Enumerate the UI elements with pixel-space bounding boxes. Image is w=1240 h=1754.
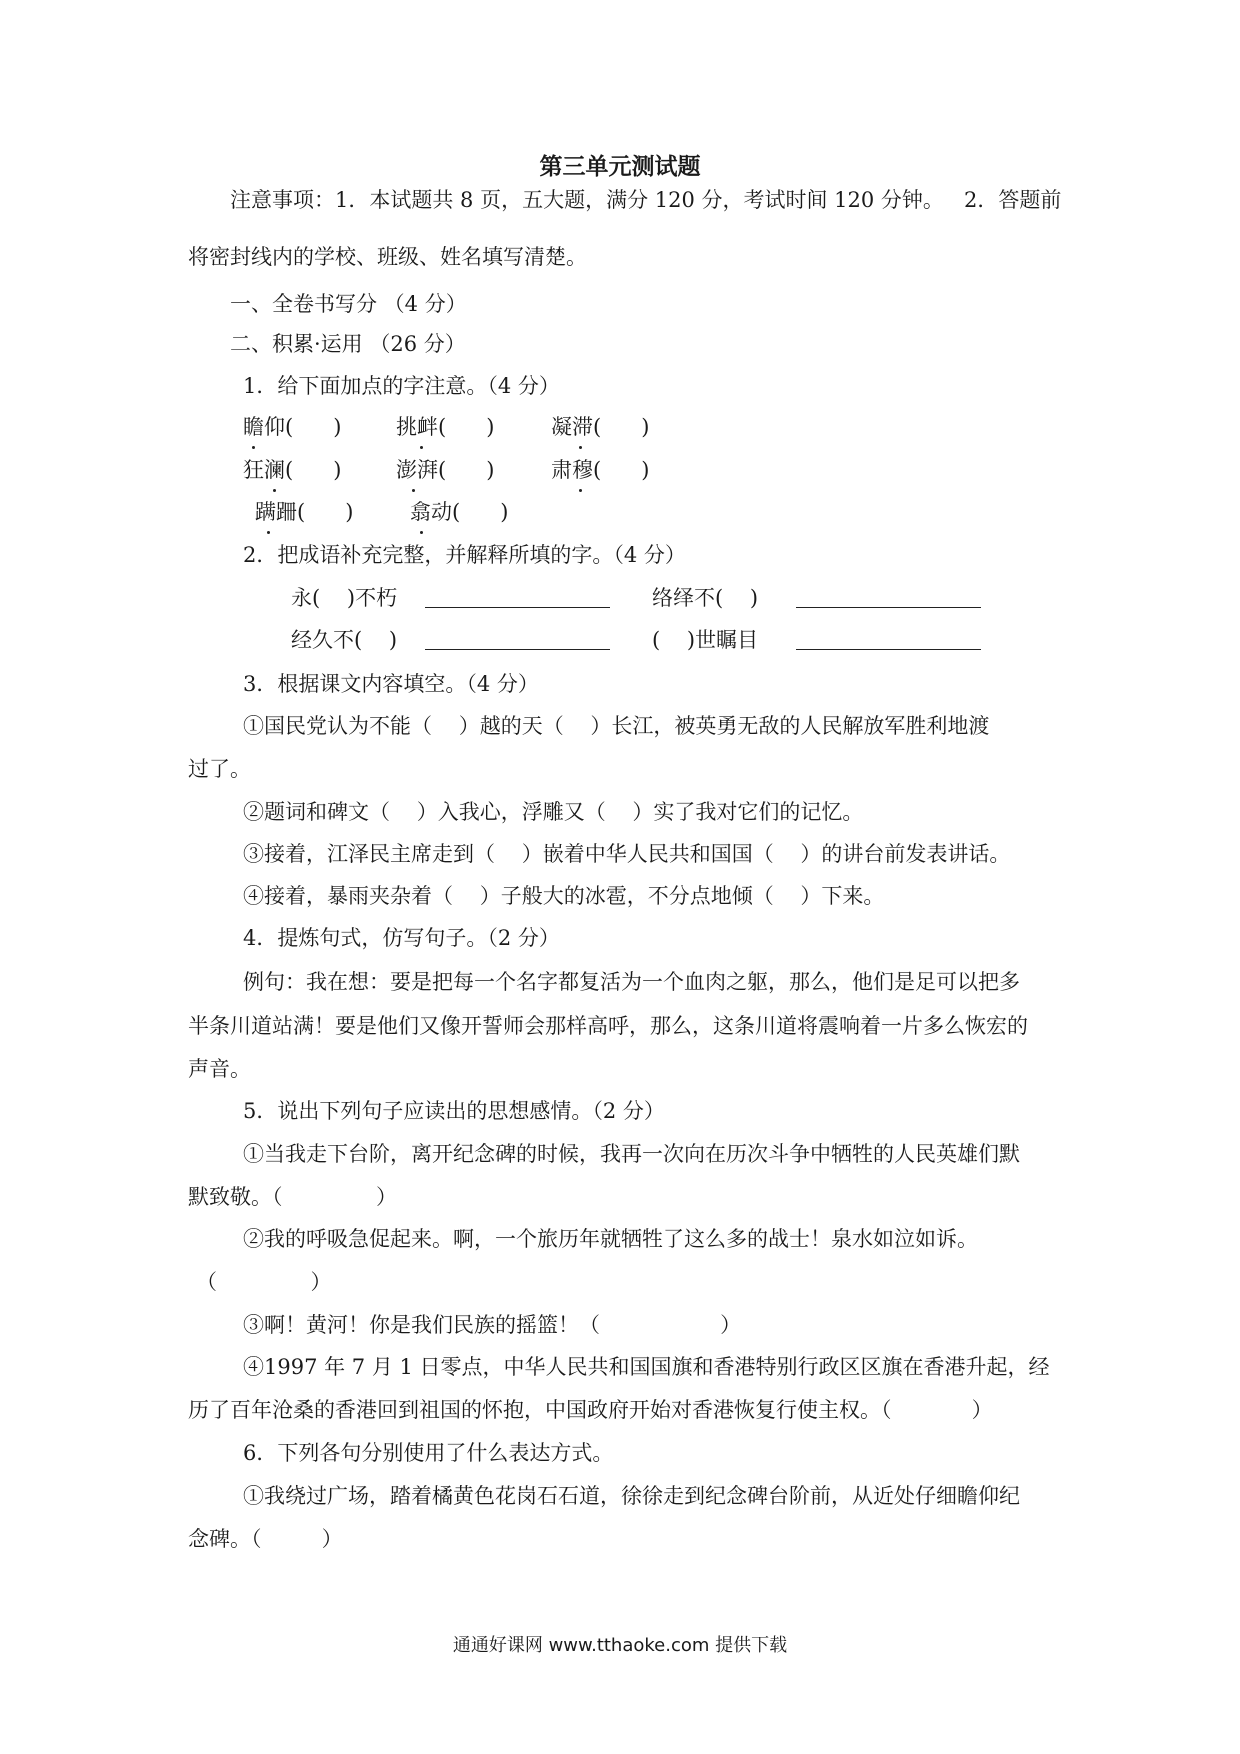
q2-idiom: 经久不( ) — [291, 628, 398, 652]
emphasis-dot — [420, 531, 423, 534]
q1-item: 蹒跚( ) — [255, 500, 354, 524]
emphasis-dot — [252, 446, 255, 449]
q1-item: 瞻仰( ) — [243, 415, 342, 439]
q3-line: ②题词和碑文（ ）入我心，浮雕又（ ）实了我对它们的记忆。 — [243, 800, 864, 824]
answer-line[interactable] — [796, 607, 981, 608]
q5-line: ②我的呼吸急促起来。啊，一个旅历年就牺牲了这么多的战士！泉水如泣如诉。 — [243, 1227, 978, 1251]
q2-prompt: 2．把成语补充完整，并解释所填的字。（4 分） — [243, 543, 686, 567]
q1-item: 狂澜( ) — [243, 458, 342, 482]
answer-line[interactable] — [796, 649, 981, 650]
q5-line: 默致敬。（ ） — [188, 1185, 397, 1209]
q5-line: ③啊！黄河！你是我们民族的摇篮！（ ） — [243, 1313, 742, 1337]
q3-line: ④接着，暴雨夹杂着（ ）子般大的冰雹，不分点地倾（ ）下来。 — [243, 884, 885, 908]
q2-idiom: 永( )不朽 — [291, 586, 398, 610]
q1-item: 挑衅( ) — [396, 415, 495, 439]
notice-line-1: 注意事项：1．本试题共 8 页，五大题，满分 120 分，考试时间 120 分钟。 2．答题前 — [230, 188, 1062, 212]
emphasis-dot — [420, 446, 423, 449]
emphasis-dot — [579, 489, 582, 492]
q4-line: 例句：我在想：要是把每一个名字都复活为一个血肉之躯，那么，他们是足可以把多 — [243, 970, 1020, 994]
emphasis-dot — [412, 489, 415, 492]
q6-prompt: 6．下列各句分别使用了什么表达方式。 — [243, 1441, 614, 1465]
emphasis-dot — [273, 489, 276, 492]
q5-line: ④1997 年 7 月 1 日零点，中华人民共和国国旗和香港特别行政区区旗在香港升起，经 — [243, 1355, 1050, 1379]
q5-line: 历了百年沧桑的香港回到祖国的怀抱，中国政府开始对香港恢复行使主权。（ ） — [188, 1398, 993, 1422]
q1-item: 澎湃( ) — [396, 458, 495, 482]
section-two-heading: 二、积累·运用 （26 分） — [230, 332, 466, 356]
emphasis-dot — [579, 446, 582, 449]
q1-prompt: 1．给下面加点的字注意。（4 分） — [243, 374, 560, 398]
q1-item: 凝滞( ) — [551, 415, 650, 439]
q4-line: 半条川道站满！要是他们又像开誓师会那样高呼，那么，这条川道将震响着一片多么恢宏的 — [188, 1014, 1028, 1038]
q2-idiom: 络绎不( ) — [652, 586, 759, 610]
answer-line[interactable] — [425, 649, 610, 650]
q3-line: ③接着，江泽民主席走到（ ）嵌着中华人民共和国国（ ）的讲台前发表讲话。 — [243, 842, 1011, 866]
footer-watermark: 通通好课网 www.tthaoke.com 提供下载 — [452, 1635, 788, 1656]
q4-prompt: 4．提炼句式，仿写句子。（2 分） — [243, 926, 560, 950]
q3-prompt: 3．根据课文内容填空。（4 分） — [243, 672, 539, 696]
section-one-heading: 一、全卷书写分 （4 分） — [230, 292, 467, 316]
q3-line: 过了。 — [188, 757, 251, 781]
emphasis-dot — [267, 531, 270, 534]
q4-line: 声音。 — [188, 1057, 251, 1081]
q2-idiom: ( )世瞩目 — [652, 628, 759, 652]
answer-line[interactable] — [425, 607, 610, 608]
page-title: 第三单元测试题 — [539, 154, 701, 180]
q1-item: 翕动( ) — [410, 500, 509, 524]
q6-line: 念碑。（ ） — [188, 1527, 343, 1551]
q5-line: ①当我走下台阶，离开纪念碑的时候，我再一次向在历次斗争中牺牲的人民英雄们默 — [243, 1142, 1020, 1166]
q1-item: 肃穆( ) — [551, 458, 650, 482]
q3-line: ①国民党认为不能（ ）越的天（ ）长江，被英勇无敌的人民解放军胜利地渡 — [243, 714, 990, 738]
q5-line: （ ） — [196, 1270, 332, 1294]
q5-prompt: 5．说出下列句子应读出的思想感情。（2 分） — [243, 1099, 665, 1123]
notice-line-2: 将密封线内的学校、班级、姓名填写清楚。 — [188, 245, 587, 269]
q6-line: ①我绕过广场，踏着橘黄色花岗石石道，徐徐走到纪念碑台阶前，从近处仔细瞻仰纪 — [243, 1484, 1020, 1508]
